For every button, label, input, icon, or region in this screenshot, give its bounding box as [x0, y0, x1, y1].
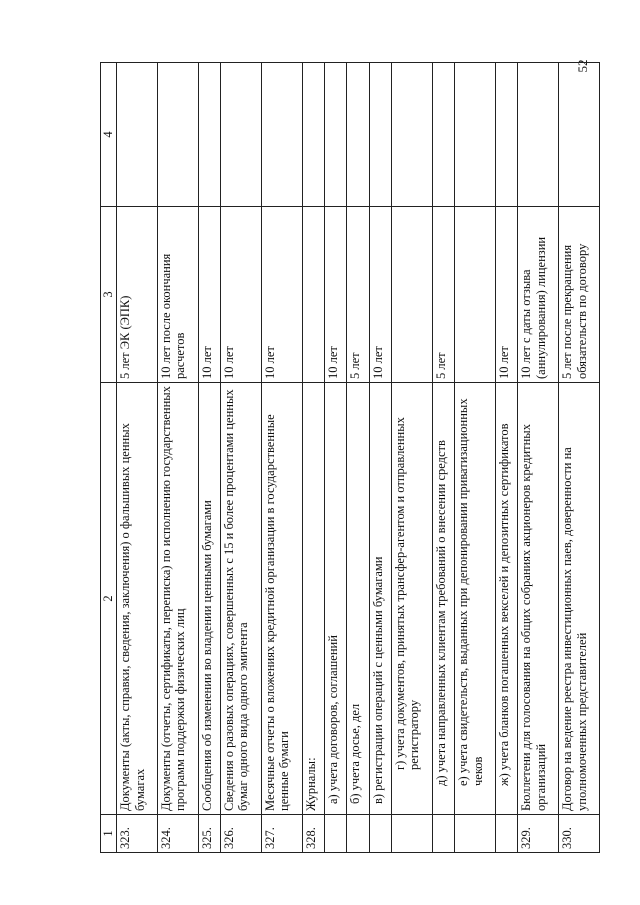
note [220, 63, 261, 207]
document-type: Документы (акты, справки, сведения, заключения) о фальшивых ценных бумагах [117, 383, 158, 815]
row-number [391, 815, 432, 853]
document-type: ж) учета бланков погашенных векселей и депозитных сертификатов [495, 383, 517, 815]
document-type: Сведения о разовых операциях, совершенных с 15 и более процентами ценных бумаг одного вида одного эмитента [220, 383, 261, 815]
document-type: е) учета свидетельств, выданных при депонировании приватизационных чеков [455, 383, 496, 815]
row-number: 324. [157, 815, 198, 853]
row-number [495, 815, 517, 853]
table-row [261, 63, 302, 853]
retention-term [302, 207, 324, 383]
row-number: 323. [117, 815, 158, 853]
document-type: Месячные отчеты о вложениях кредитной организации в государственные ценные бумаги [261, 383, 302, 815]
note [302, 63, 324, 207]
header-row [101, 63, 117, 853]
row-number: 328. [302, 815, 324, 853]
retention-term: 10 лет [369, 207, 391, 383]
document-type: Документы (отчеты, сертификаты, переписка) по исполнению государственных программ поддержки физических лиц [157, 383, 198, 815]
document-type: Сообщения об изменении во владении ценными бумагами [198, 383, 220, 815]
row-number [455, 815, 496, 853]
table-row [157, 63, 198, 853]
note [117, 63, 158, 207]
note [198, 63, 220, 207]
note [369, 63, 391, 207]
document-type: в) регистрации операций с ценными бумагами [369, 383, 391, 815]
row-number [347, 815, 369, 853]
table-row [198, 63, 220, 853]
table-row [324, 63, 346, 853]
note [455, 63, 496, 207]
rotated-document-table [100, 63, 600, 853]
table-row [117, 63, 158, 853]
retention-term: 10 лет [261, 207, 302, 383]
table-row [302, 63, 324, 853]
row-number: 327. [261, 815, 302, 853]
row-number: 326. [220, 815, 261, 853]
retention-term: 10 лет после окончания расчетов [157, 207, 198, 383]
document-type: б) учета досье, дел [347, 383, 369, 815]
document-type: д) учета направленных клиентам требований о внесении средств [432, 383, 454, 815]
table-row [495, 63, 517, 853]
note [391, 63, 432, 207]
retention-table [100, 62, 600, 853]
row-number [324, 815, 346, 853]
retention-term: 10 лет [324, 207, 346, 383]
page-number: 52 [575, 59, 590, 73]
retention-term: 10 лет с даты отзыва (аннулирования) лицензии [518, 207, 559, 383]
document-type: а) учета договоров, соглашений [324, 383, 346, 815]
note [261, 63, 302, 207]
retention-term [455, 207, 496, 383]
table-row [347, 63, 369, 853]
table-row [220, 63, 261, 853]
table-body [117, 63, 600, 853]
note [559, 63, 600, 207]
document-type: г) учета документов, принятых трансфер-агентом и отправленных регистратору [391, 383, 432, 815]
retention-term: 5 лет [432, 207, 454, 383]
document-type: Договор на ведение реестра инвестиционных паев, доверенности на уполномоченных представителей [559, 383, 600, 815]
table-row [455, 63, 496, 853]
note [347, 63, 369, 207]
retention-term: 5 лет [347, 207, 369, 383]
table-row [559, 63, 600, 853]
row-number: 325. [198, 815, 220, 853]
note [518, 63, 559, 207]
header-col-1: 1 [101, 815, 117, 853]
document-type: Бюллетени для голосования на общих собраниях акционеров кредитных организаций [518, 383, 559, 815]
row-number: 329. [518, 815, 559, 853]
row-number [369, 815, 391, 853]
table-row [391, 63, 432, 853]
header-col-2: 2 [101, 383, 117, 815]
note [432, 63, 454, 207]
retention-term: 5 лет ЭК (ЭПК) [117, 207, 158, 383]
header-col-3: 3 [101, 207, 117, 383]
note [157, 63, 198, 207]
retention-term: 10 лет [198, 207, 220, 383]
table-row [432, 63, 454, 853]
row-number [432, 815, 454, 853]
note [495, 63, 517, 207]
table-row [369, 63, 391, 853]
retention-term: 5 лет после прекращения обязательств по договору [559, 207, 600, 383]
retention-term: 10 лет [495, 207, 517, 383]
note [324, 63, 346, 207]
row-number: 330. [559, 815, 600, 853]
document-type: Журналы: [302, 383, 324, 815]
retention-term [391, 207, 432, 383]
header-col-4: 4 [101, 63, 117, 207]
retention-term: 10 лет [220, 207, 261, 383]
table-row [518, 63, 559, 853]
